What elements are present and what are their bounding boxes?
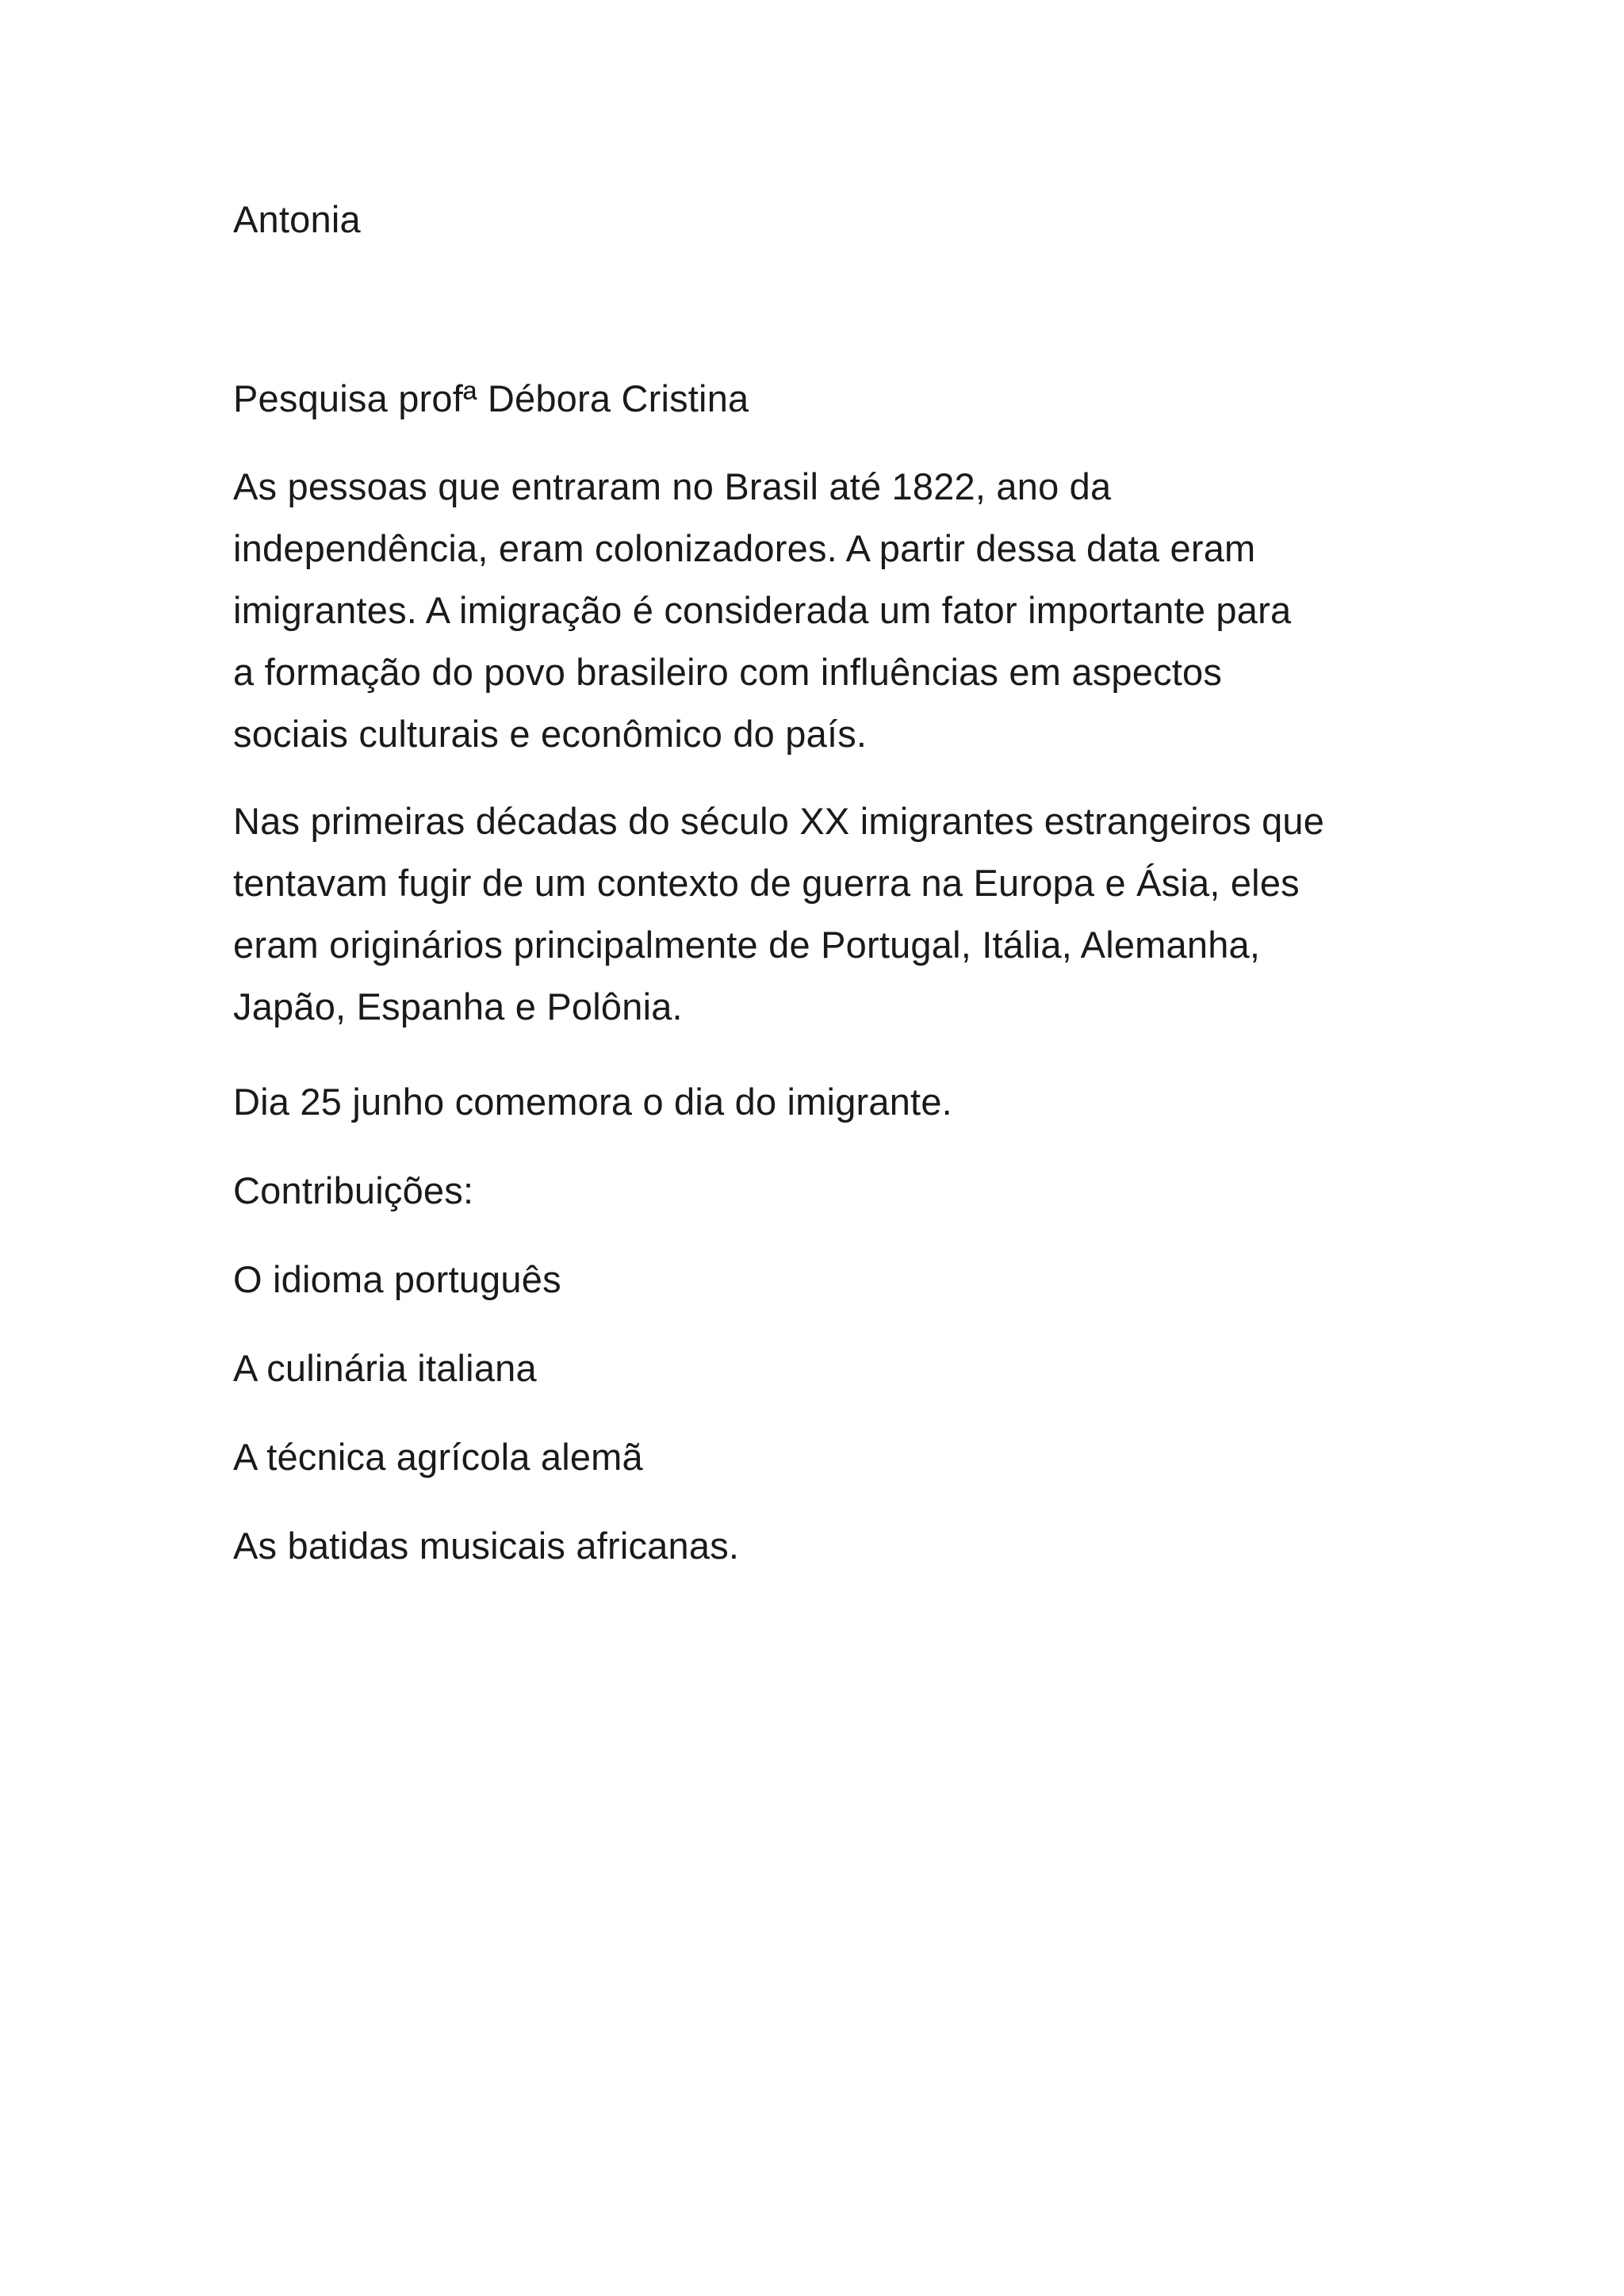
paragraph-line: Japão, Espanha e Polônia. (233, 985, 683, 1027)
immigrant-day-note: Dia 25 junho comemora o dia do imigrante. (233, 1081, 952, 1123)
paragraph-line: a formação do povo brasileiro com influências em aspectos (233, 651, 1223, 693)
paragraph-line: eram originários principalmente de Portugal, Itália, Alemanha, (233, 924, 1261, 966)
list-item: A técnica agrícola alemã (233, 1436, 643, 1478)
list-item: A culinária italiana (233, 1347, 537, 1389)
research-heading: Pesquisa profª Débora Cristina (233, 377, 749, 419)
author-name: Antonia (233, 198, 361, 240)
paragraph-line: imigrantes. A imigração é considerada um fator importante para (233, 589, 1292, 631)
list-item: O idioma português (233, 1258, 561, 1300)
contributions-label: Contribuições: (233, 1169, 474, 1211)
paragraph-line: tentavam fugir de um contexto de guerra na Europa e Ásia, eles (233, 862, 1300, 904)
paragraph-line: independência, eram colonizadores. A partir dessa data eram (233, 527, 1256, 569)
list-item: As batidas musicais africanas. (233, 1525, 740, 1567)
paragraph-line: As pessoas que entraram no Brasil até 1822, ano da (233, 465, 1112, 507)
paragraph-line: sociais culturais e econômico do país. (233, 713, 868, 755)
paragraph-line: Nas primeiras décadas do século XX imigrantes estrangeiros que (233, 800, 1325, 842)
